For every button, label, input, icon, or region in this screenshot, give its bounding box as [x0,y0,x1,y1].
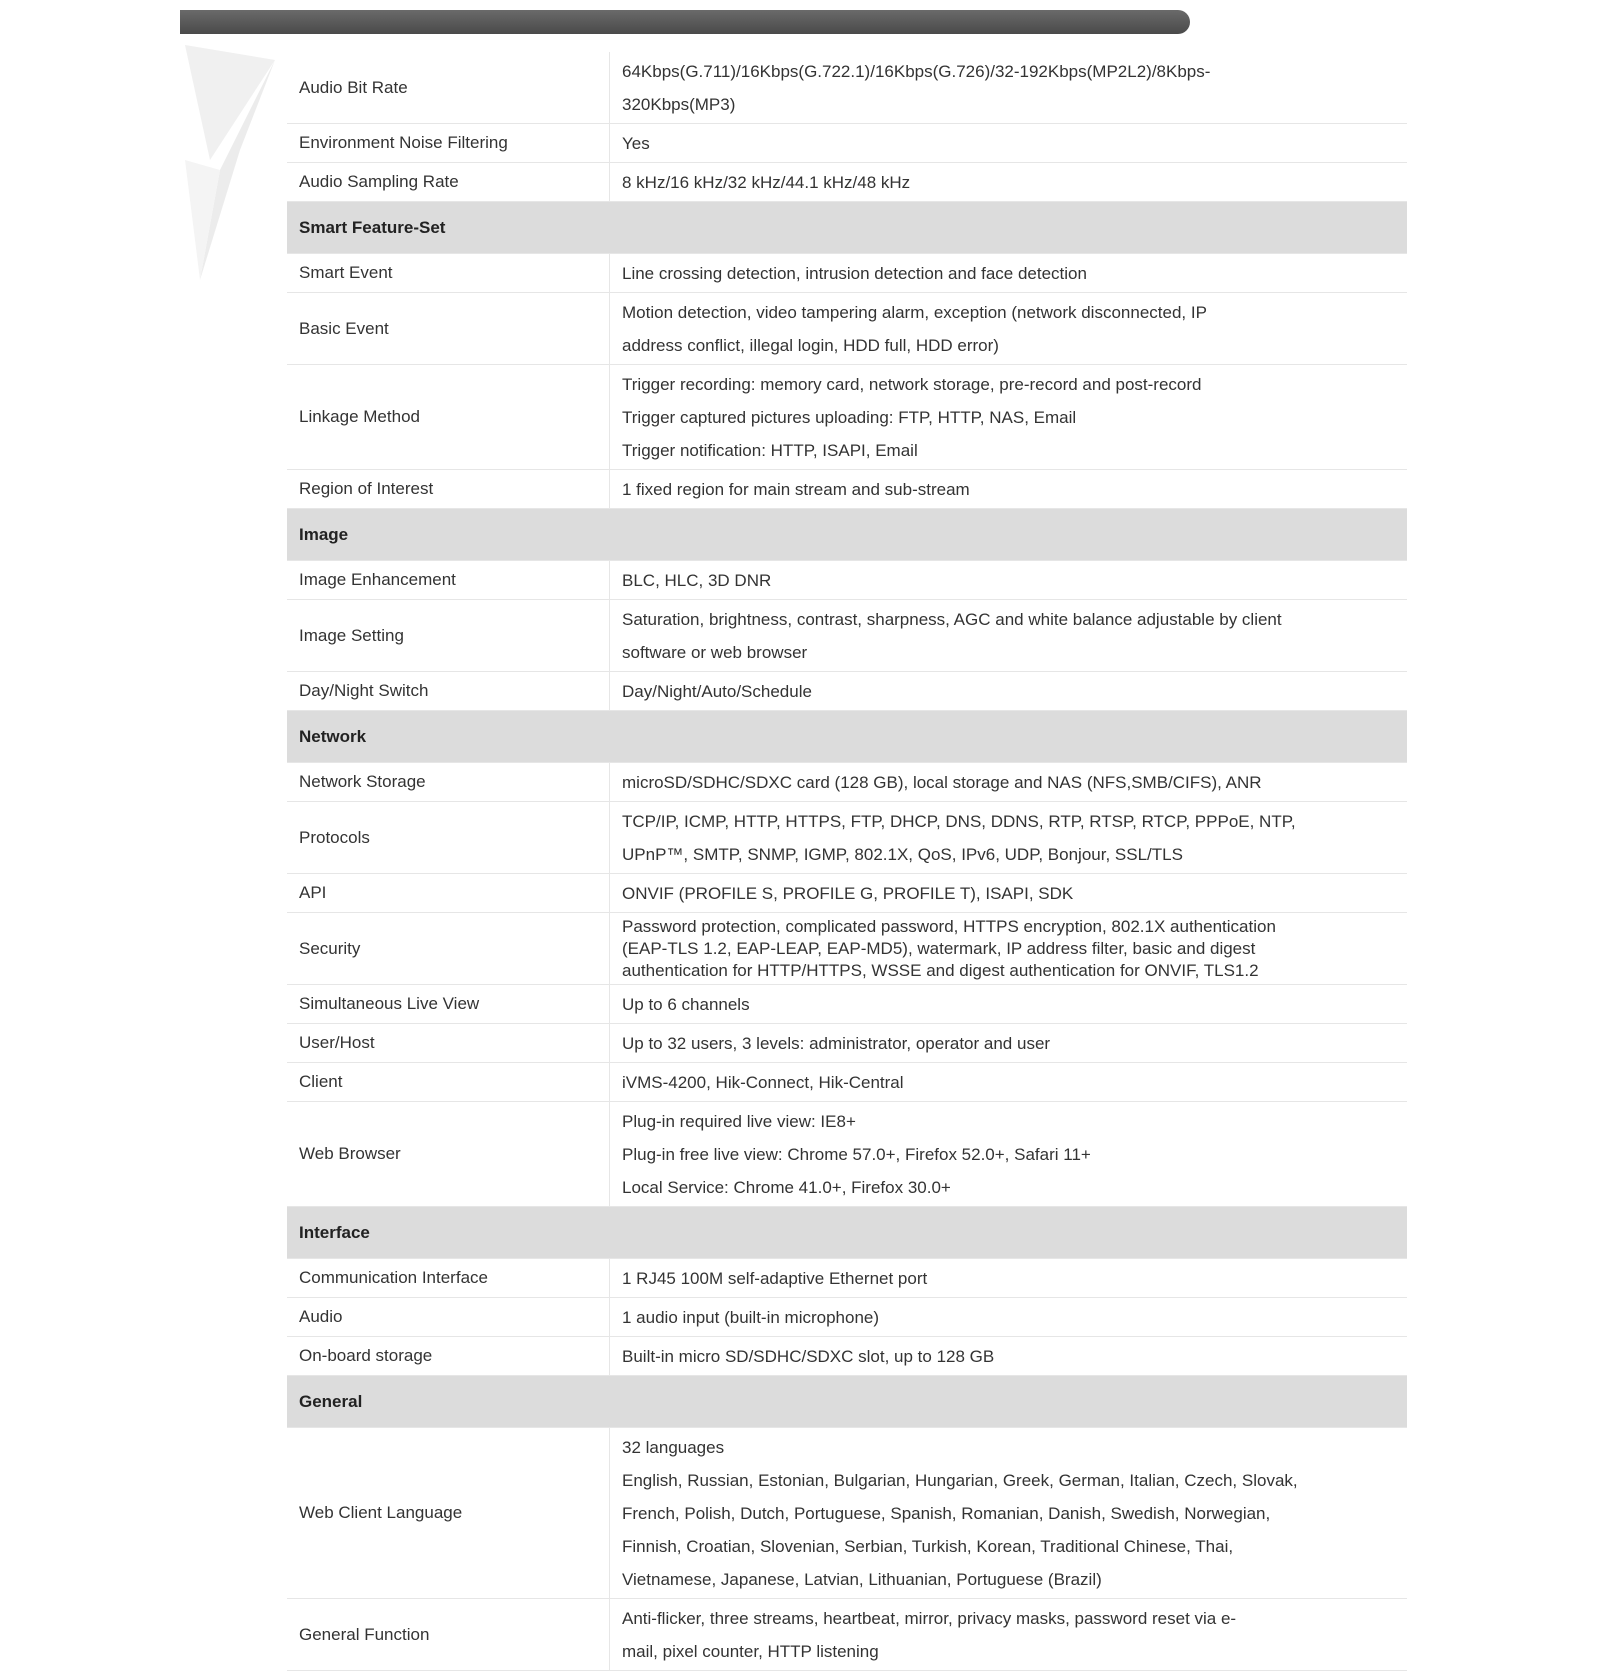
spec-value-line: Vietnamese, Japanese, Latvian, Lithuanian, Portuguese (Brazil) [622,1569,1102,1589]
spec-value-line: English, Russian, Estonian, Bulgarian, Hungarian, Greek, German, Italian, Czech, Slovak, [622,1470,1298,1490]
spec-value [610,293,1407,364]
spec-value [610,1102,1407,1206]
spec-value [610,802,1407,873]
spec-label: Simultaneous Live View [287,985,610,1023]
spec-value-line: Line crossing detection, intrusion detection and face detection [622,263,1087,283]
spec-value [610,470,1407,508]
spec-row-web-client-language [287,1428,1407,1599]
spec-value-line: Password protection, complicated password, HTTPS encryption, 802.1X authentication [622,916,1276,936]
spec-value-line: Trigger captured pictures uploading: FTP, HTTP, NAS, Email [622,407,1077,427]
spec-row-audio-bit-rate [287,52,1407,124]
spec-value-line: 8 kHz/16 kHz/32 kHz/44.1 kHz/48 kHz [622,172,911,192]
spec-row-network-storage [287,763,1407,802]
spec-label: Audio Bit Rate [287,52,610,123]
spec-row-user-host [287,1024,1407,1063]
spec-value [610,1599,1407,1670]
spec-label: Web Browser [287,1102,610,1206]
spec-label: On-board storage [287,1337,610,1375]
spec-row-web-browser [287,1102,1407,1207]
spec-value-line: (EAP-TLS 1.2, EAP-LEAP, EAP-MD5), watermark, IP address filter, basic and digest [622,938,1256,958]
spec-value-line: Finnish, Croatian, Slovenian, Serbian, Turkish, Korean, Traditional Chinese, Thai, [622,1536,1234,1556]
spec-value [610,365,1407,469]
spec-row-smart-event [287,254,1407,293]
spec-value-line: Local Service: Chrome 41.0+, Firefox 30.0+ [622,1177,951,1197]
spec-label: API [287,874,610,912]
spec-value [610,1259,1407,1297]
spec-label: Audio Sampling Rate [287,163,610,201]
spec-label: Image Setting [287,600,610,671]
section-header-general: General [287,1376,1407,1428]
spec-row-image-enhancement [287,561,1407,600]
spec-value [610,1063,1407,1101]
spec-value [610,1428,1407,1598]
spec-value-line: Plug-in required live view: IE8+ [622,1111,856,1131]
spec-value-line: 1 audio input (built-in microphone) [622,1307,880,1327]
spec-row-protocols [287,802,1407,874]
spec-label: User/Host [287,1024,610,1062]
spec-value [610,254,1407,292]
spec-value-line: microSD/SDHC/SDXC card (128 GB), local storage and NAS (NFS,SMB/CIFS), ANR [622,772,1262,792]
spec-row-image-setting [287,600,1407,672]
spec-value-line: ONVIF (PROFILE S, PROFILE G, PROFILE T), ISAPI, SDK [622,883,1074,903]
section-header-smart-feature-set: Smart Feature-Set [287,202,1407,254]
spec-value [610,561,1407,599]
spec-row-simultaneous-live-view [287,985,1407,1024]
spec-label: Day/Night Switch [287,672,610,710]
spec-label: Linkage Method [287,365,610,469]
spec-label: Security [287,913,610,984]
spec-label: Image Enhancement [287,561,610,599]
spec-label: Protocols [287,802,610,873]
spec-value-line: Up to 6 channels [622,994,750,1014]
spec-value [610,600,1407,671]
spec-value-line: address conflict, illegal login, HDD full, HDD error) [622,335,999,355]
spec-value-line: Day/Night/Auto/Schedule [622,681,812,701]
spec-value-line: Yes [622,133,650,153]
spec-label: Audio [287,1298,610,1336]
spec-value-line: Built-in micro SD/SDHC/SDXC slot, up to 128 GB [622,1346,995,1366]
spec-value-line: TCP/IP, ICMP, HTTP, HTTPS, FTP, DHCP, DNS, DDNS, RTP, RTSP, RTCP, PPPoE, NTP, [622,811,1296,831]
spec-row-communication-interface [287,1259,1407,1298]
spec-row-audio [287,1298,1407,1337]
spec-value [610,874,1407,912]
spec-row-linkage-method [287,365,1407,470]
spec-label: Communication Interface [287,1259,610,1297]
spec-row-api [287,874,1407,913]
spec-label: Network Storage [287,763,610,801]
spec-value [610,1298,1407,1336]
spec-value [610,163,1407,201]
spec-value-line: Trigger recording: memory card, network storage, pre-record and post-record [622,374,1202,394]
spec-value-line: authentication for HTTP/HTTPS, WSSE and digest authentication for ONVIF, TLS1.2 [622,960,1259,980]
spec-value-line: Plug-in free live view: Chrome 57.0+, Firefox 52.0+, Safari 11+ [622,1144,1091,1164]
spec-label: Region of Interest [287,470,610,508]
spec-row-basic-event [287,293,1407,365]
spec-value [610,52,1407,123]
spec-label: Web Client Language [287,1428,610,1598]
spec-value-line: Up to 32 users, 3 levels: administrator, operator and user [622,1033,1051,1053]
spec-value-line: 1 RJ45 100M self-adaptive Ethernet port [622,1268,928,1288]
spec-row-on-board-storage [287,1337,1407,1376]
spec-value-line: UPnP™, SMTP, SNMP, IGMP, 802.1X, QoS, IPv6, UDP, Bonjour, SSL/TLS [622,844,1183,864]
section-header-image: Image [287,509,1407,561]
spec-value-line: software or web browser [622,642,808,662]
spec-value [610,1337,1407,1375]
spec-value [610,672,1407,710]
section-header-interface: Interface [287,1207,1407,1259]
spec-value-line: Saturation, brightness, contrast, sharpness, AGC and white balance adjustable by client [622,609,1282,629]
spec-row-region-of-interest [287,470,1407,509]
spec-value-line: French, Polish, Dutch, Portuguese, Spanish, Romanian, Danish, Swedish, Norwegian, [622,1503,1271,1523]
spec-value [610,124,1407,162]
spec-label: General Function [287,1599,610,1670]
spec-value-line: BLC, HLC, 3D DNR [622,570,772,590]
section-header-network: Network [287,711,1407,763]
spec-value-line: mail, pixel counter, HTTP listening [622,1641,879,1661]
spec-label: Smart Event [287,254,610,292]
header-bar [180,10,1190,34]
spec-value [610,913,1407,984]
spec-value-line: Motion detection, video tampering alarm, exception (network disconnected, IP [622,302,1207,322]
spec-value-line: Anti-flicker, three streams, heartbeat, mirror, privacy masks, password reset via e- [622,1608,1237,1628]
spec-row-audio-sampling-rate [287,163,1407,202]
decorative-watermark-icon [180,40,290,290]
spec-value-line: 1 fixed region for main stream and sub-stream [622,479,970,499]
spec-table [287,52,1407,1671]
spec-row-security [287,913,1407,985]
spec-value [610,1024,1407,1062]
spec-value-line: 32 languages [622,1437,725,1457]
spec-label: Environment Noise Filtering [287,124,610,162]
spec-value-line: 64Kbps(G.711)/16Kbps(G.722.1)/16Kbps(G.726)/32-192Kbps(MP2L2)/8Kbps- [622,61,1211,81]
spec-value [610,763,1407,801]
spec-value [610,985,1407,1023]
spec-value-line: iVMS-4200, Hik-Connect, Hik-Central [622,1072,904,1092]
spec-label: Basic Event [287,293,610,364]
spec-row-client [287,1063,1407,1102]
spec-row-day-night-switch [287,672,1407,711]
spec-value-line: Trigger notification: HTTP, ISAPI, Email [622,440,918,460]
spec-value-line: 320Kbps(MP3) [622,94,736,114]
spec-label: Client [287,1063,610,1101]
spec-row-environment-noise-filtering [287,124,1407,163]
spec-row-general-function [287,1599,1407,1671]
